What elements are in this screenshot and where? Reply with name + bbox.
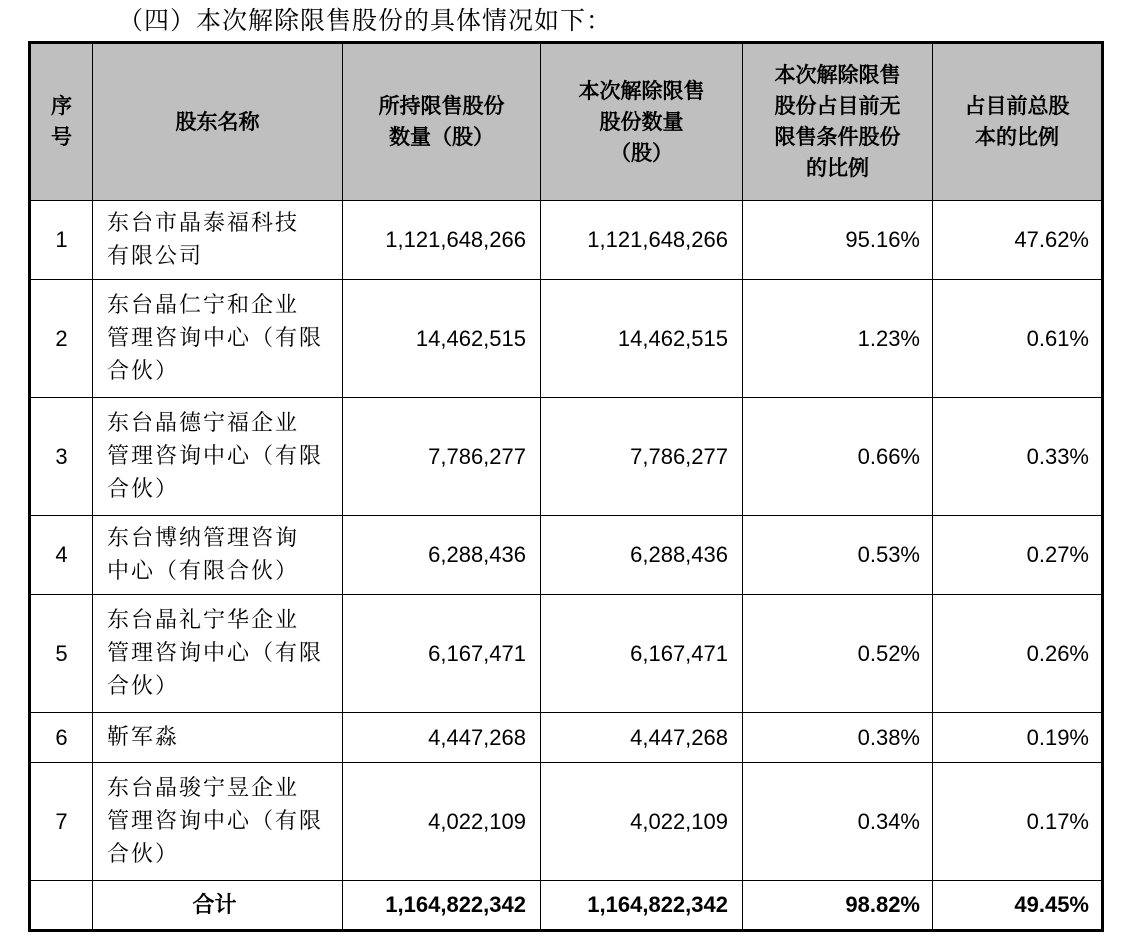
table-row — [30, 280, 1103, 398]
total-pct-total: 49.45% — [933, 881, 1103, 931]
total-restricted-held: 1,164,822,342 — [343, 881, 541, 931]
header-restricted-held-label: 所持限售股份 数量（股） — [378, 94, 505, 149]
total-seq — [30, 881, 93, 931]
table-row — [30, 398, 1103, 516]
table-row — [30, 763, 1103, 881]
header-row — [30, 43, 1103, 201]
header-pct-total-label: 占目前总股 本的比例 — [964, 94, 1070, 149]
row-shareholder-name — [93, 516, 343, 595]
row-released-quantity: 6,288,436 — [541, 516, 743, 595]
row-seq: 5 — [30, 595, 93, 713]
header-restricted-held — [343, 43, 541, 201]
header-pct-unrestricted — [743, 43, 933, 201]
row-released-quantity: 1,121,648,266 — [541, 201, 743, 280]
row-released-quantity: 7,786,277 — [541, 398, 743, 516]
row-pct-total: 47.62% — [933, 201, 1103, 280]
row-shareholder-name — [93, 398, 343, 516]
row-shareholder-name — [93, 763, 343, 881]
row-restricted-held: 6,167,471 — [343, 595, 541, 713]
row-seq: 4 — [30, 516, 93, 595]
share-release-table — [28, 41, 1104, 932]
table-row — [30, 201, 1103, 280]
row-pct-unrestricted: 0.66% — [743, 398, 933, 516]
row-restricted-held: 1,121,648,266 — [343, 201, 541, 280]
header-seq — [30, 43, 93, 201]
header-released-quantity — [541, 43, 743, 201]
row-shareholder-name — [93, 201, 343, 280]
row-seq: 7 — [30, 763, 93, 881]
row-pct-total: 0.26% — [933, 595, 1103, 713]
total-released-quantity: 1,164,822,342 — [541, 881, 743, 931]
row-released-quantity: 6,167,471 — [541, 595, 743, 713]
row-restricted-held: 6,288,436 — [343, 516, 541, 595]
row-shareholder-name-text: 东台晶德宁福企业 管理咨询中心（有限 合伙） — [107, 411, 324, 502]
row-shareholder-name-text: 靳军淼 — [107, 725, 180, 750]
table-row — [30, 516, 1103, 595]
table-row — [30, 595, 1103, 713]
header-shareholder-name — [93, 43, 343, 201]
row-restricted-held: 7,786,277 — [343, 398, 541, 516]
row-shareholder-name-text: 东台博纳管理咨询 中心（有限合伙） — [107, 526, 300, 584]
header-shareholder-name-label: 股东名称 — [175, 109, 260, 134]
row-pct-unrestricted: 95.16% — [743, 201, 933, 280]
row-pct-unrestricted: 1.23% — [743, 280, 933, 398]
row-seq: 1 — [30, 201, 93, 280]
section-heading: （四）本次解除限售股份的具体情况如下： — [118, 6, 613, 35]
row-released-quantity: 14,462,515 — [541, 280, 743, 398]
total-row — [30, 881, 1103, 931]
table-header — [30, 43, 1103, 201]
row-pct-unrestricted: 0.38% — [743, 713, 933, 763]
table-body — [30, 201, 1103, 931]
row-pct-total: 0.33% — [933, 398, 1103, 516]
header-pct-total — [933, 43, 1103, 201]
row-shareholder-name-text: 东台市晶泰福科技 有限公司 — [107, 211, 300, 269]
header-pct-unrestricted-label: 本次解除限售 股份占目前无 限售条件股份 的比例 — [774, 63, 901, 180]
table-row — [30, 713, 1103, 763]
row-restricted-held: 4,022,109 — [343, 763, 541, 881]
header-seq-label: 序 号 — [51, 94, 72, 149]
row-pct-unrestricted: 0.53% — [743, 516, 933, 595]
total-pct-unrestricted: 98.82% — [743, 881, 933, 931]
row-shareholder-name-text: 东台晶礼宁华企业 管理咨询中心（有限 合伙） — [107, 608, 324, 699]
row-released-quantity: 4,447,268 — [541, 713, 743, 763]
total-label: 合计 — [93, 881, 343, 931]
row-pct-total: 0.27% — [933, 516, 1103, 595]
row-pct-unrestricted: 0.34% — [743, 763, 933, 881]
row-shareholder-name — [93, 713, 343, 763]
row-pct-total: 0.19% — [933, 713, 1103, 763]
row-pct-total: 0.61% — [933, 280, 1103, 398]
row-shareholder-name-text: 东台晶仁宁和企业 管理咨询中心（有限 合伙） — [107, 293, 324, 384]
header-released-quantity-label: 本次解除限售 股份数量 （股） — [578, 78, 705, 165]
row-seq: 2 — [30, 280, 93, 398]
row-restricted-held: 14,462,515 — [343, 280, 541, 398]
row-restricted-held: 4,447,268 — [343, 713, 541, 763]
row-seq: 6 — [30, 713, 93, 763]
row-released-quantity: 4,022,109 — [541, 763, 743, 881]
row-shareholder-name — [93, 280, 343, 398]
row-pct-total: 0.17% — [933, 763, 1103, 881]
row-shareholder-name-text: 东台晶骏宁昱企业 管理咨询中心（有限 合伙） — [107, 776, 324, 867]
row-seq: 3 — [30, 398, 93, 516]
row-shareholder-name — [93, 595, 343, 713]
row-pct-unrestricted: 0.52% — [743, 595, 933, 713]
